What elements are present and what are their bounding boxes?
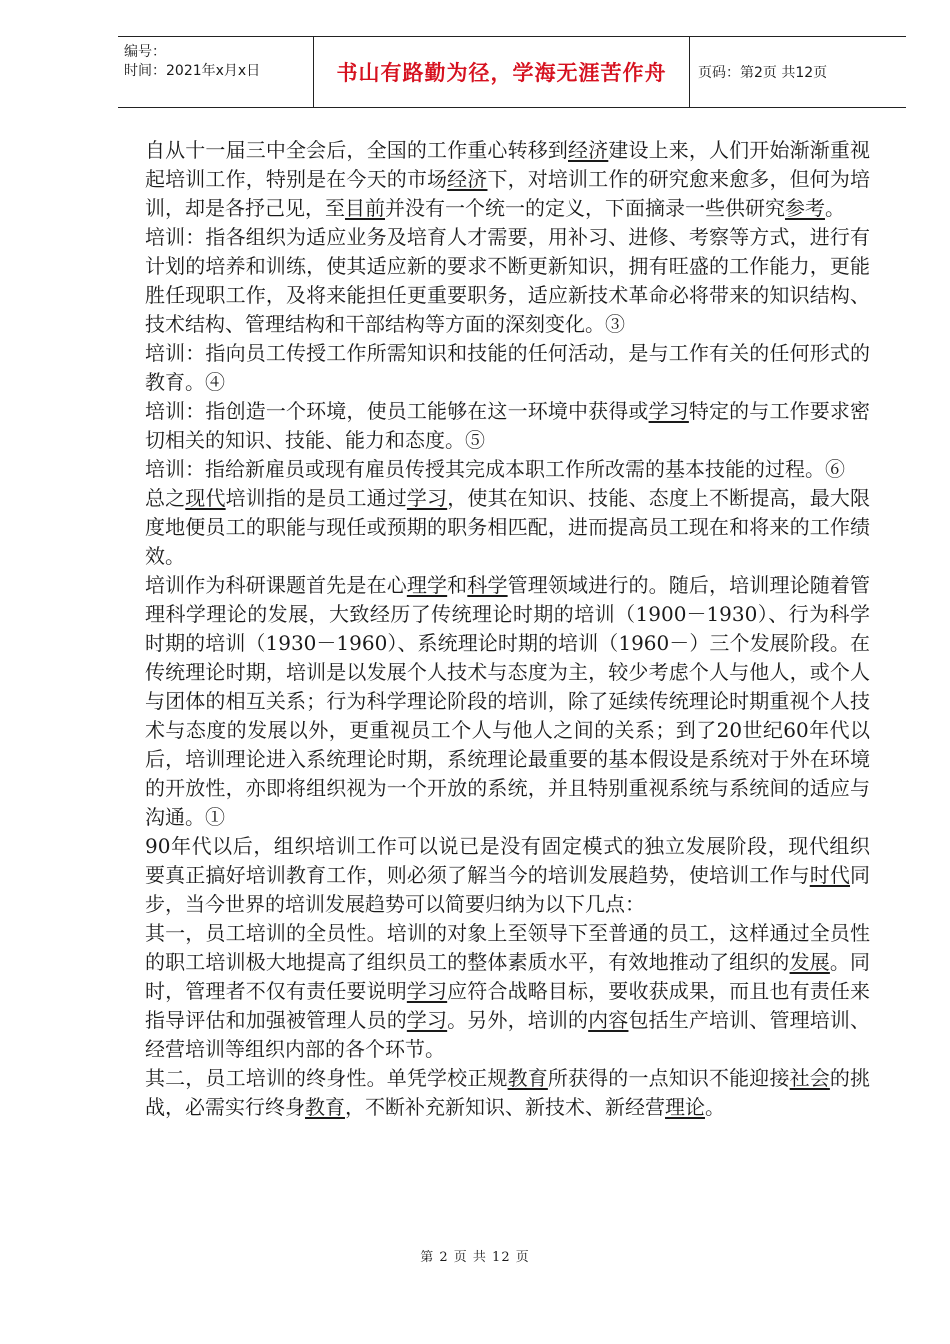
paragraph-text: 应符合战略目标，要收获成果，而且也有责任来指导评估和加强被管理人员的 bbox=[145, 979, 871, 1032]
body-paragraph bbox=[145, 571, 870, 832]
paragraph-text: 的挑战，必需实行终身 bbox=[145, 1066, 871, 1119]
body-paragraph bbox=[145, 136, 870, 223]
inline-link[interactable]: 理论 bbox=[665, 1095, 705, 1119]
inline-link[interactable]: 理学 bbox=[406, 573, 448, 597]
inline-link[interactable]: 现代 bbox=[185, 486, 226, 510]
inline-link[interactable]: 内容 bbox=[588, 1008, 629, 1032]
inline-link[interactable]: 学习 bbox=[406, 979, 448, 1003]
paragraph-text: 其二，员工培训的终身性。单凭学校正规 bbox=[145, 1066, 508, 1090]
paragraph-text: 。 bbox=[825, 196, 845, 220]
paragraph-text: 管理领域进行的。随后，培训理论随着管理科学理论的发展，大致经历了传统理论时期的培训（1900－1930）、行为科学时期的培训（1930－1960）、系统理论时期的培训（1960－）三个发展阶段。在传统理论时期，培训是以发展个人技术与态度为主，较少考虑个人与他人，或个人与团体的相互关系；行为科学理论阶段的培训，除了延续传统理论时期重视个人技术与态度的发展以外，更重视员工个人与他人之间的关系；到了20世纪60年代以后，培训理论进入系统理论时期，系统理论最重要的基本假设是系统对于外在环境的开放性，亦即将组织视为一个开放的系统，并且特别重视系统与系统间的适应与沟通。① bbox=[145, 573, 871, 829]
paragraph-text: 所获得的一点知识不能迎接 bbox=[547, 1066, 790, 1090]
body-paragraph bbox=[145, 223, 870, 339]
page-header bbox=[118, 36, 906, 108]
inline-link[interactable]: 经济 bbox=[447, 167, 488, 191]
paragraph-text: 和 bbox=[447, 573, 468, 597]
paragraph-text: 下，对培训工作的研究愈来愈多，但何为培训，却是各抒己见，至 bbox=[145, 167, 871, 220]
document-number-label: 编号： bbox=[124, 44, 166, 60]
header-motto: 书山有路勤为径，学海无涯苦作舟 bbox=[314, 37, 690, 107]
header-meta bbox=[118, 37, 314, 107]
paragraph-text: 并没有一个统一的定义，下面摘录一些供研究 bbox=[385, 196, 785, 220]
paragraph-text: 特定的与工作要求密切相关的知识、技能、能力和态度。⑤ bbox=[145, 399, 871, 452]
body-paragraph bbox=[145, 832, 870, 919]
paragraph-text: ，使其在知识、技能、态度上不断提高，最大限度地便员工的职能与现任或预期的职务相匹配，进而提高员工现在和将来的工作绩效。 bbox=[145, 486, 871, 568]
inline-link[interactable]: 科学 bbox=[467, 573, 508, 597]
paragraph-text: 。同时，管理者不仅有责任要说明 bbox=[145, 950, 871, 1003]
body-paragraph bbox=[145, 455, 870, 484]
inline-link[interactable]: 经济 bbox=[568, 138, 609, 162]
document-body bbox=[145, 136, 870, 1122]
inline-link[interactable]: 教育 bbox=[507, 1066, 548, 1090]
inline-link[interactable]: 学习 bbox=[406, 1008, 448, 1032]
paragraph-text: 建设上来，人们开始渐渐重视起培训工作，特别是在今天的市场 bbox=[145, 138, 871, 191]
paragraph-text: 其一，员工培训的全员性。培训的对象上至领导下至普通的员工，这样通过全员性的职工培训极大地提高了组织员工的整体素质水平，有效地推动了组织的 bbox=[145, 921, 870, 974]
header-page-number: 页码：第2页 共12页 bbox=[698, 65, 828, 81]
paragraph-text: 培训：指给新雇员或现有雇员传授其完成本职工作所改需的基本技能的过程。⑥ bbox=[145, 457, 845, 481]
inline-link[interactable]: 学习 bbox=[406, 486, 448, 510]
paragraph-text: 同步，当今世界的培训发展趋势可以简要归纳为以下几点： bbox=[145, 863, 871, 916]
paragraph-text: 包括生产培训、管理培训、经营培训等组织内部的各个环节。 bbox=[145, 1008, 871, 1061]
paragraph-text: 培训：指向员工传授工作所需知识和技能的任何活动，是与工作有关的任何形式的教育。④ bbox=[145, 341, 870, 394]
paragraph-text: 培训指的是员工通过 bbox=[225, 486, 407, 510]
inline-link[interactable]: 发展 bbox=[789, 950, 830, 974]
paragraph-text: 培训：指创造一个环境，使员工能够在这一环境中获得或 bbox=[145, 399, 649, 423]
paragraph-text: 培训：指各组织为适应业务及培育人才需要，用补习、进修、考察等方式，进行有计划的培养和训练，使其适应新的要求不断更新知识，拥有旺盛的工作能力，更能胜任现职工作，及将来能担任更重要职务，适应新技术革命必将带来的知识结构、技术结构、管理结构和干部结构等方面的深刻变化。③ bbox=[145, 225, 870, 336]
page-footer: 第 2 页 共 12 页 bbox=[420, 1250, 530, 1265]
paragraph-text: 90年代以后，组织培训工作可以说已是没有固定模式的独立发展阶段，现代组织要真正搞好培训教育工作，则必须了解当今的培训发展趋势，使培训工作与 bbox=[145, 834, 870, 887]
body-paragraph bbox=[145, 397, 870, 455]
body-paragraph bbox=[145, 339, 870, 397]
inline-link[interactable]: 时代 bbox=[809, 863, 851, 887]
inline-link[interactable]: 目前 bbox=[345, 196, 385, 220]
inline-link[interactable]: 参考 bbox=[785, 196, 825, 220]
document-time-label: 时间：2021年x月x日 bbox=[124, 63, 261, 79]
paragraph-text: ，不断补充新知识、新技术、新经营 bbox=[345, 1095, 665, 1119]
body-paragraph bbox=[145, 919, 870, 1064]
paragraph-text: 培训作为科研课题首先是在心 bbox=[145, 573, 407, 597]
paragraph-text: 。 bbox=[705, 1095, 725, 1119]
body-paragraph bbox=[145, 1064, 870, 1122]
inline-link[interactable]: 教育 bbox=[305, 1095, 345, 1119]
paragraph-text: 。另外，培训的 bbox=[447, 1008, 589, 1032]
body-paragraph bbox=[145, 484, 870, 571]
paragraph-text: 自从十一届三中全会后，全国的工作重心转移到 bbox=[145, 138, 568, 162]
inline-link[interactable]: 学习 bbox=[648, 399, 689, 423]
inline-link[interactable]: 社会 bbox=[789, 1066, 830, 1090]
paragraph-text: 总之 bbox=[145, 486, 186, 510]
